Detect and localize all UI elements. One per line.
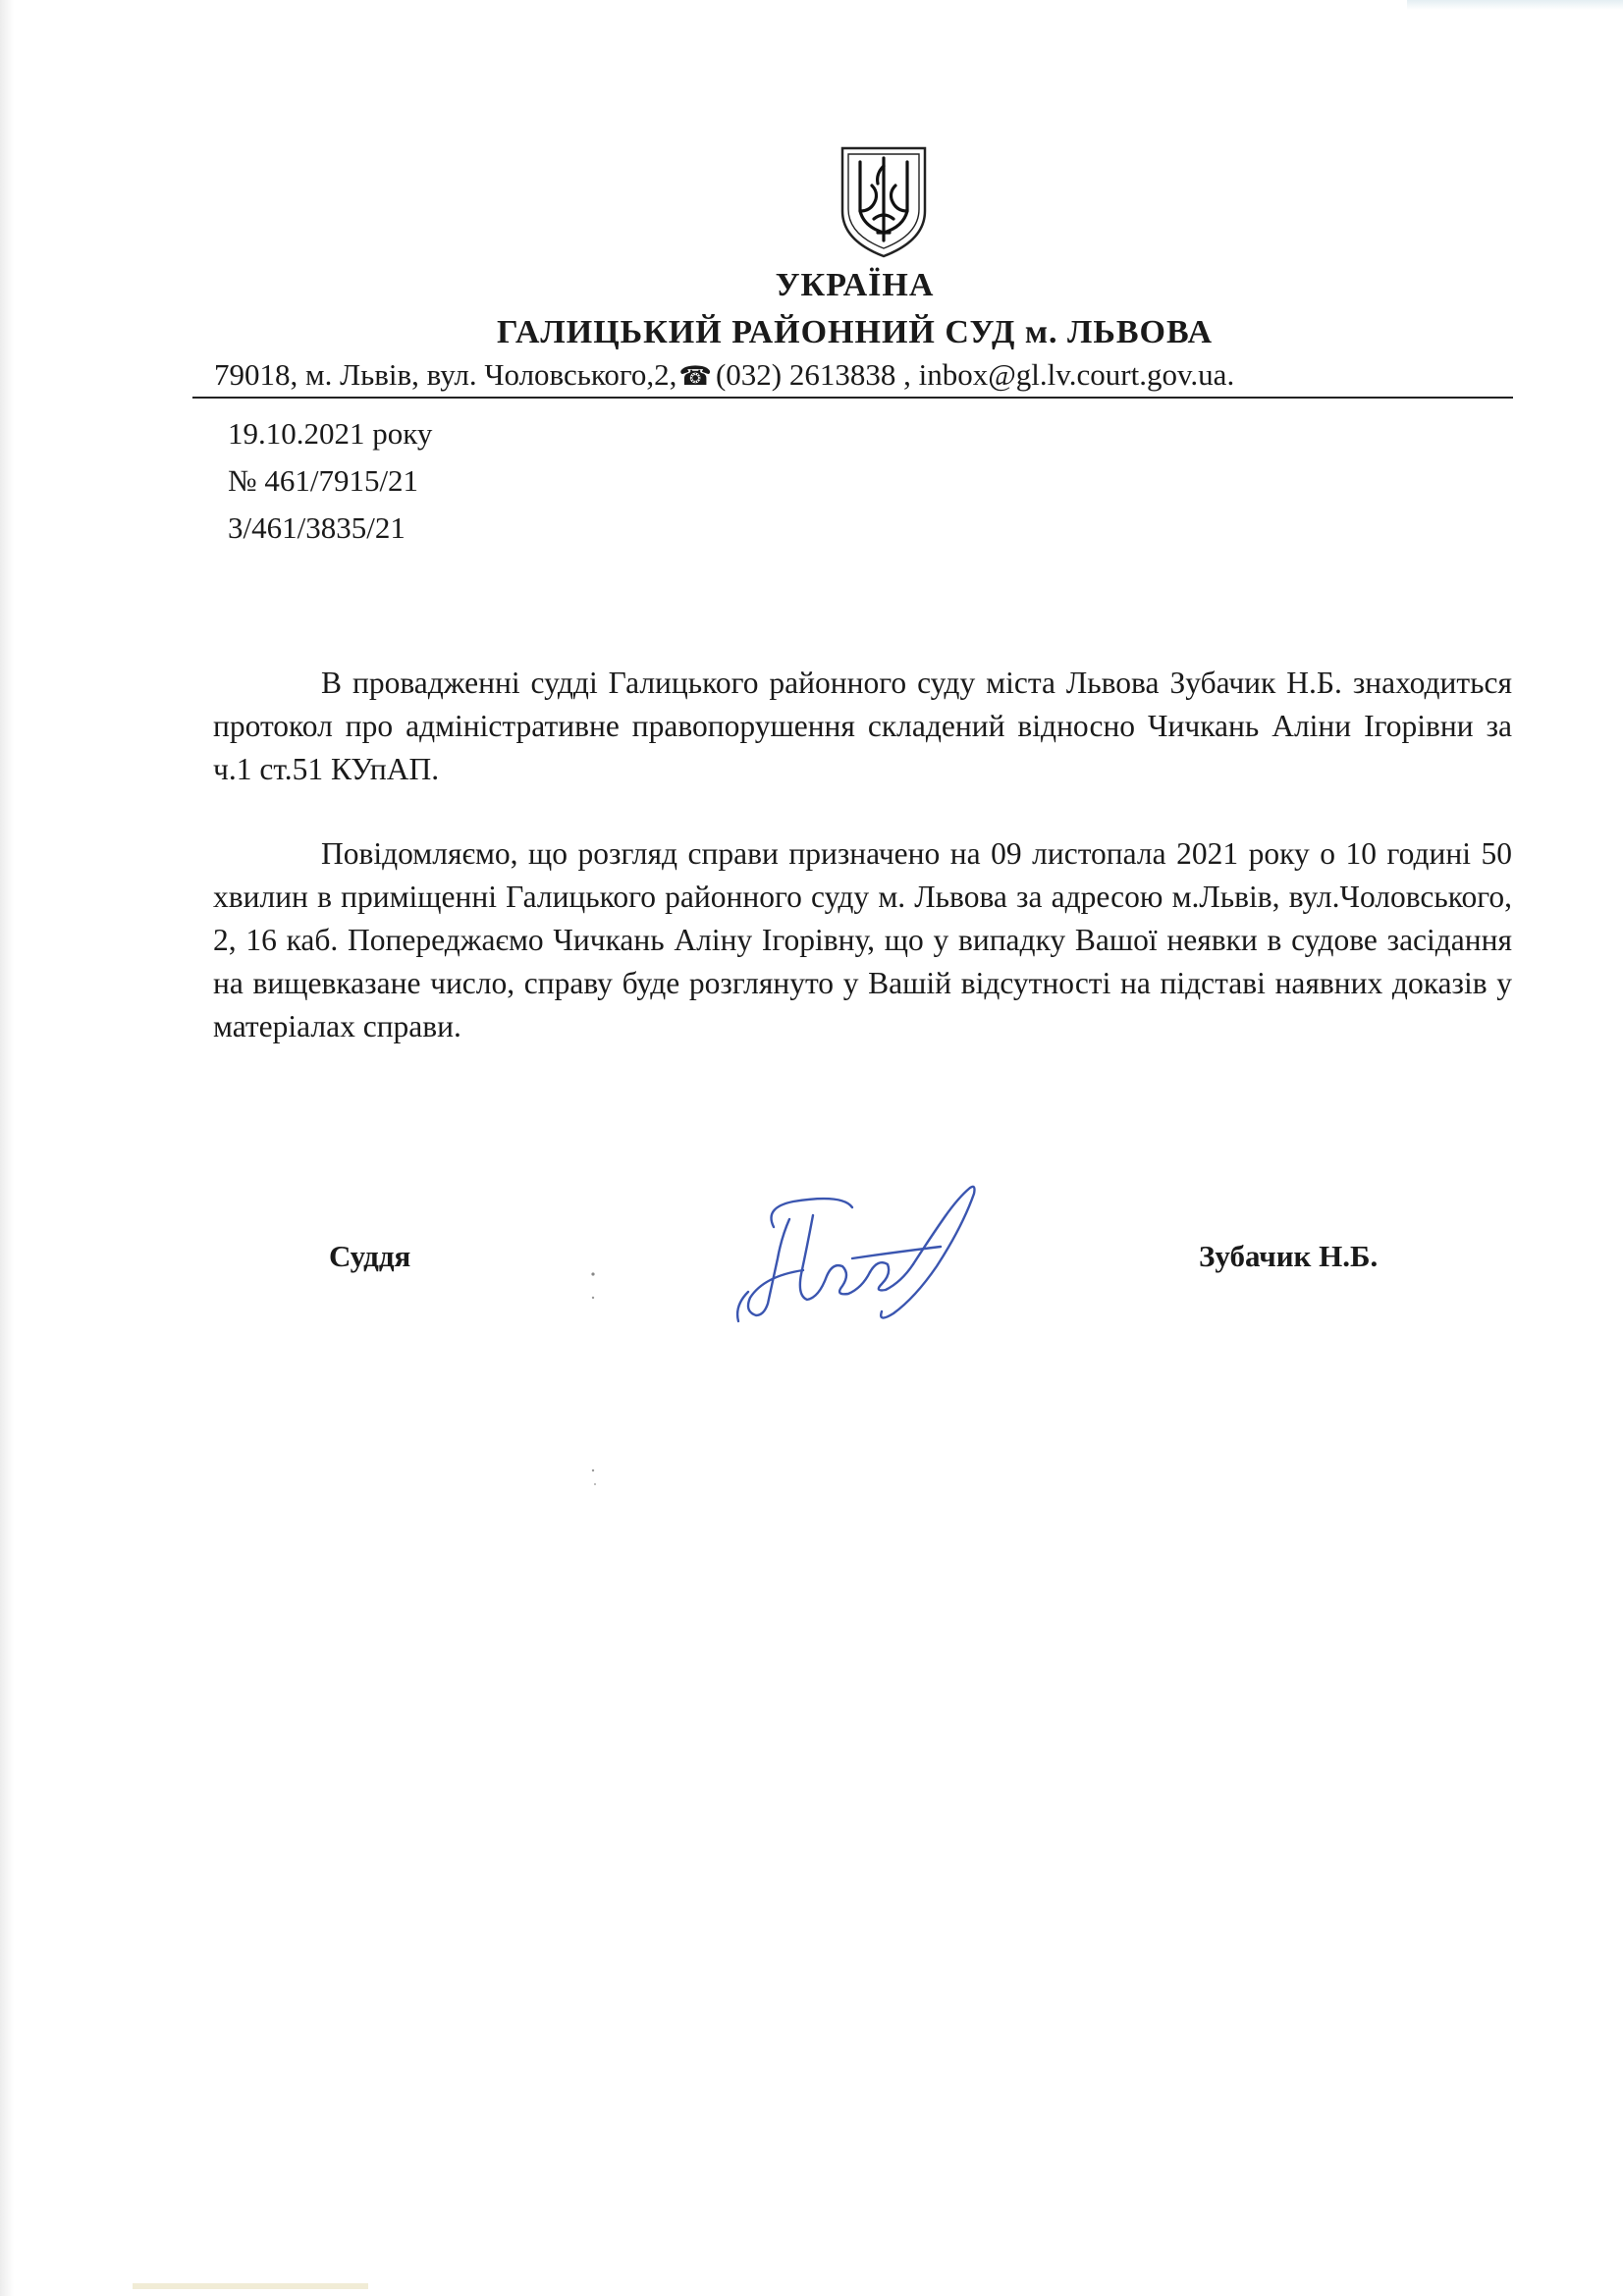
trident-emblem-icon xyxy=(835,142,933,260)
scan-edge-tint xyxy=(1407,0,1623,10)
body-paragraph-2: Повідомляємо, що розгляд справи призначено на 09 листопала 2021 року о 10 годині 50 хвилин в приміщенні Галицького районного суду м. Львова за адресою м.Львів, вул.Чоловського, 2, 16 каб. Попереджаємо Чичкань Аліну Ігорівну, що у випадку Вашої неявки в судове засідання на вищевказане число, справу буде розглянуто у Вашій відсутності на підставі наявних доказів у матеріалах справи. xyxy=(213,836,1512,1043)
case-number: 3/461/3835/21 xyxy=(228,510,406,545)
reference-block xyxy=(228,410,432,552)
letter-date: 19.10.2021 року xyxy=(228,416,433,451)
header-divider xyxy=(192,397,1513,399)
signature-title: Суддя xyxy=(329,1239,411,1273)
court-contacts: (032) 2613838 , inbox@gl.lv.court.gov.ua. xyxy=(715,357,1235,392)
court-address: 79018, м. Львів, вул. Чоловського,2, xyxy=(214,357,677,392)
header-court-name: ГАЛИЦЬКИЙ РАЙОННИЙ СУД м. ЛЬВОВА xyxy=(496,314,1214,350)
header-country: УКРАЇНА xyxy=(775,267,935,303)
outgoing-number: № 461/7915/21 xyxy=(228,463,419,498)
telephone-icon: ☎ xyxy=(678,361,712,391)
body-paragraph-1: В провадженні судді Галицького районного суду міста Львова Зубачик Н.Б. знаходиться протокол про адміністративне правопорушення складений відносно Чичкань Аліни Ігорівни за ч.1 ст.51 КУпАП. xyxy=(213,666,1512,786)
judge-name: Зубачик Н.Б. xyxy=(1199,1239,1379,1273)
handwritten-signature xyxy=(705,1168,1009,1364)
court-address-line xyxy=(214,357,1510,393)
